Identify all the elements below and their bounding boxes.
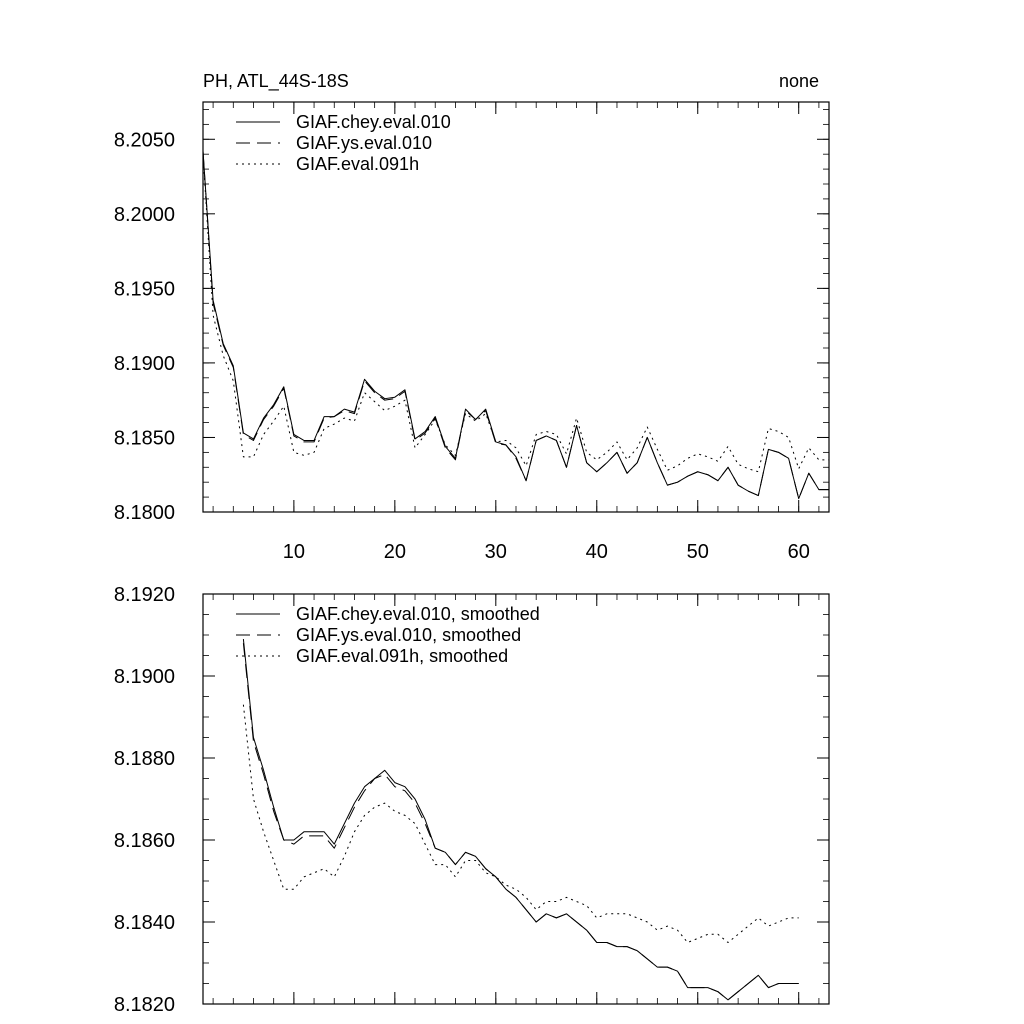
- x-tick-label: 40: [585, 541, 608, 563]
- top-panel: [114, 71, 829, 563]
- top-panel-title: PH, ATL_44S-18S: [203, 71, 349, 91]
- legend-label: GIAF.ys.eval.010, smoothed: [296, 625, 522, 645]
- y-tick-label: 8.1900: [113, 666, 175, 688]
- legend-label: GIAF.eval.091h: [296, 154, 420, 174]
- y-tick-label: 8.1920: [113, 584, 175, 606]
- series-line-solid: [243, 639, 798, 1000]
- series-line-solid: [203, 151, 829, 498]
- y-tick-label: 8.1820: [113, 994, 175, 1016]
- series-line-dashed: [203, 151, 829, 498]
- x-tick-label: 60: [787, 541, 810, 563]
- y-tick-label: 8.2050: [113, 129, 175, 152]
- x-tick-label: 20: [383, 541, 406, 563]
- y-tick-label: 8.1860: [113, 830, 175, 852]
- series-line-dotted: [243, 705, 798, 943]
- y-tick-label: 8.1800: [113, 502, 175, 524]
- series-line-dashed: [243, 643, 798, 1000]
- legend-label: GIAF.chey.eval.010, smoothed: [296, 604, 540, 624]
- y-tick-label: 8.1850: [113, 427, 175, 450]
- x-tick-label: 30: [484, 541, 507, 563]
- y-tick-label: 8.1880: [113, 748, 175, 770]
- series-line-dotted: [203, 154, 829, 472]
- x-tick-label: 10: [282, 541, 305, 563]
- top-panel-right-title: none: [778, 71, 819, 91]
- y-tick-label: 8.1840: [113, 912, 175, 934]
- x-tick-label: 50: [686, 541, 709, 563]
- y-tick-label: 8.1900: [113, 352, 175, 375]
- bottom-panel: [114, 584, 829, 1016]
- legend-label: GIAF.chey.eval.010: [296, 112, 451, 132]
- y-tick-label: 8.2000: [113, 203, 175, 226]
- legend-label: GIAF.eval.091h, smoothed: [296, 646, 509, 666]
- legend-label: GIAF.ys.eval.010: [296, 133, 433, 153]
- y-tick-label: 8.1950: [113, 278, 175, 301]
